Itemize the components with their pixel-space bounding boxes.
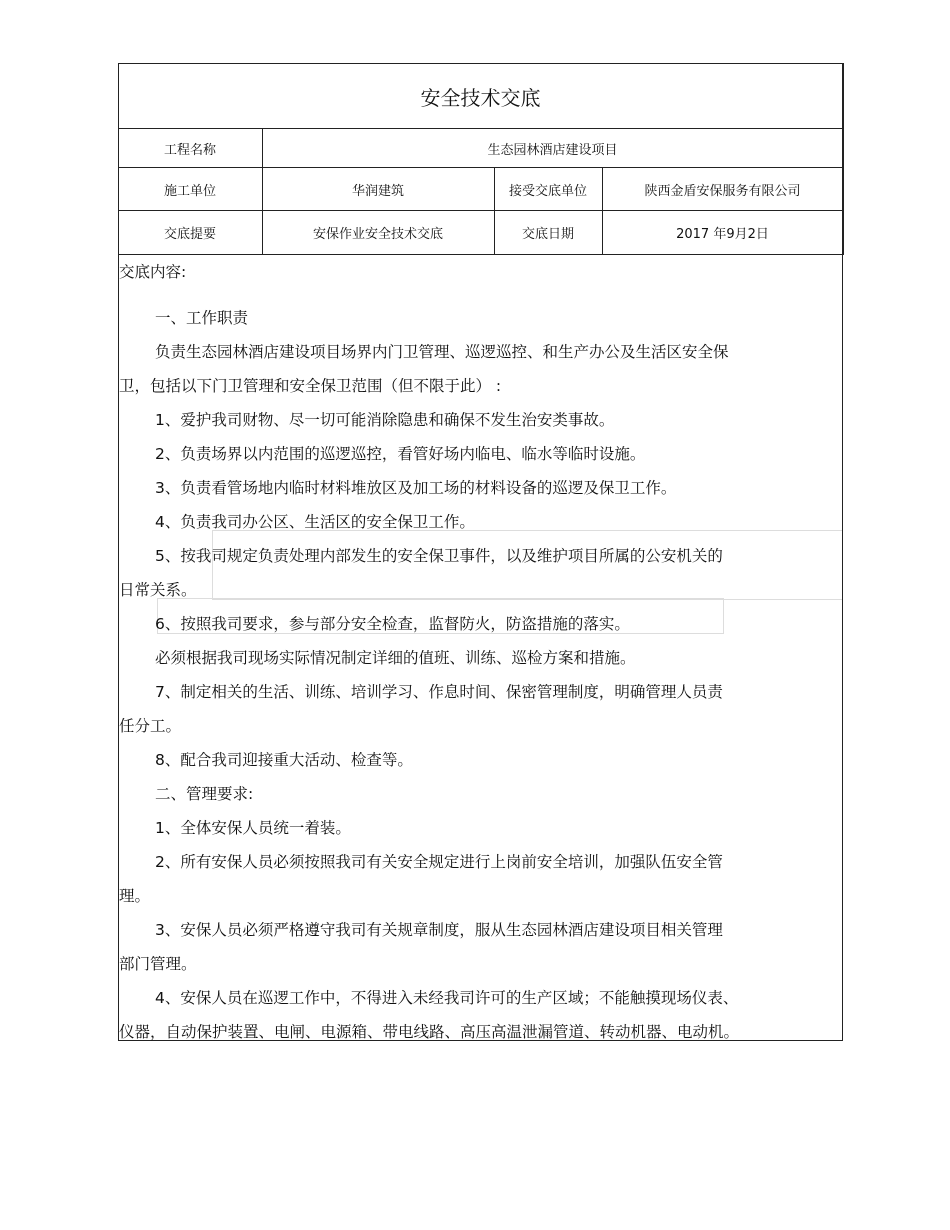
summary-value: 安保作业安全技术交底 (262, 211, 494, 255)
receiver-value: 陕西金盾安保服务有限公司 (602, 168, 843, 211)
contractor-label: 施工单位 (118, 168, 262, 211)
list-item: 4、安保人员在巡逻工作中，不得进入未经我司许可的生产区域；不能触摸现场仪表、 (155, 989, 739, 1007)
paragraph-line: 部门管理。 (119, 955, 197, 973)
date-label: 交底日期 (494, 211, 602, 255)
paragraph-line: 任分工。 (119, 717, 182, 735)
document-frame (118, 63, 843, 1041)
section-heading: 二、管理要求: (155, 785, 254, 803)
paragraph-line: 仪器，自动保护装置、电闸、电源箱、带电线路、高压高温泄漏管道、转动机器、电动机。 (119, 1023, 740, 1041)
list-item: 2、所有安保人员必须按照我司有关安全规定进行上岗前安全培训，加强队伍安全管 (155, 853, 723, 871)
list-item: 7、制定相关的生活、训练、培训学习、作息时间、保密管理制度，明确管理人员责 (155, 683, 723, 701)
project-name-label: 工程名称 (118, 129, 262, 168)
summary-label: 交底提要 (118, 211, 262, 255)
paragraph-line: 理。 (119, 887, 151, 905)
list-item: 1、爱护我司财物、尽一切可能消除隐患和确保不发生治安类事故。 (155, 411, 615, 429)
paragraph-line: 必须根据我司现场实际情况制定详细的值班、训练、巡检方案和措施。 (155, 649, 636, 667)
contractor-value: 华润建筑 (262, 168, 494, 211)
paragraph-line: 负责生态园林酒店建设项目场界内门卫管理、巡逻巡控、和生产办公及生活区安全保 (155, 343, 729, 361)
list-item: 3、负责看管场地内临时材料堆放区及加工场的材料设备的巡逻及保卫工作。 (155, 479, 677, 497)
list-item: 1、全体安保人员统一着装。 (155, 819, 351, 837)
document-title: 安全技术交底 (118, 64, 843, 129)
content-body (119, 255, 839, 1049)
list-item: 2、负责场界以内范围的巡逻巡控，看管好场内临电、临水等临时设施。 (155, 445, 646, 463)
paragraph-line: 卫，包括以下门卫管理和安全保卫范围（但不限于此） : (119, 377, 502, 395)
project-name-value: 生态园林酒店建设项目 (262, 129, 843, 168)
list-item: 8、配合我司迎接重大活动、检查等。 (155, 751, 413, 769)
list-item: 5、按我司规定负责处理内部发生的安全保卫事件，以及维护项目所属的公安机关的 (155, 547, 723, 565)
list-item: 3、安保人员必须严格遵守我司有关规章制度，服从生态园林酒店建设项目相关管理 (155, 921, 723, 939)
list-item: 6、按照我司要求，参与部分安全检查，监督防火，防盗措施的落实。 (155, 615, 630, 633)
section-heading: 一、工作职责 (155, 309, 249, 327)
list-item: 4、负责我司办公区、生活区的安全保卫工作。 (155, 513, 475, 531)
header-table (118, 63, 844, 255)
content-heading: 交底内容: (119, 263, 187, 281)
paragraph-line: 日常关系。 (119, 581, 197, 599)
date-value: 2017 年9月2日 (602, 211, 843, 255)
receiver-label: 接受交底单位 (494, 168, 602, 211)
